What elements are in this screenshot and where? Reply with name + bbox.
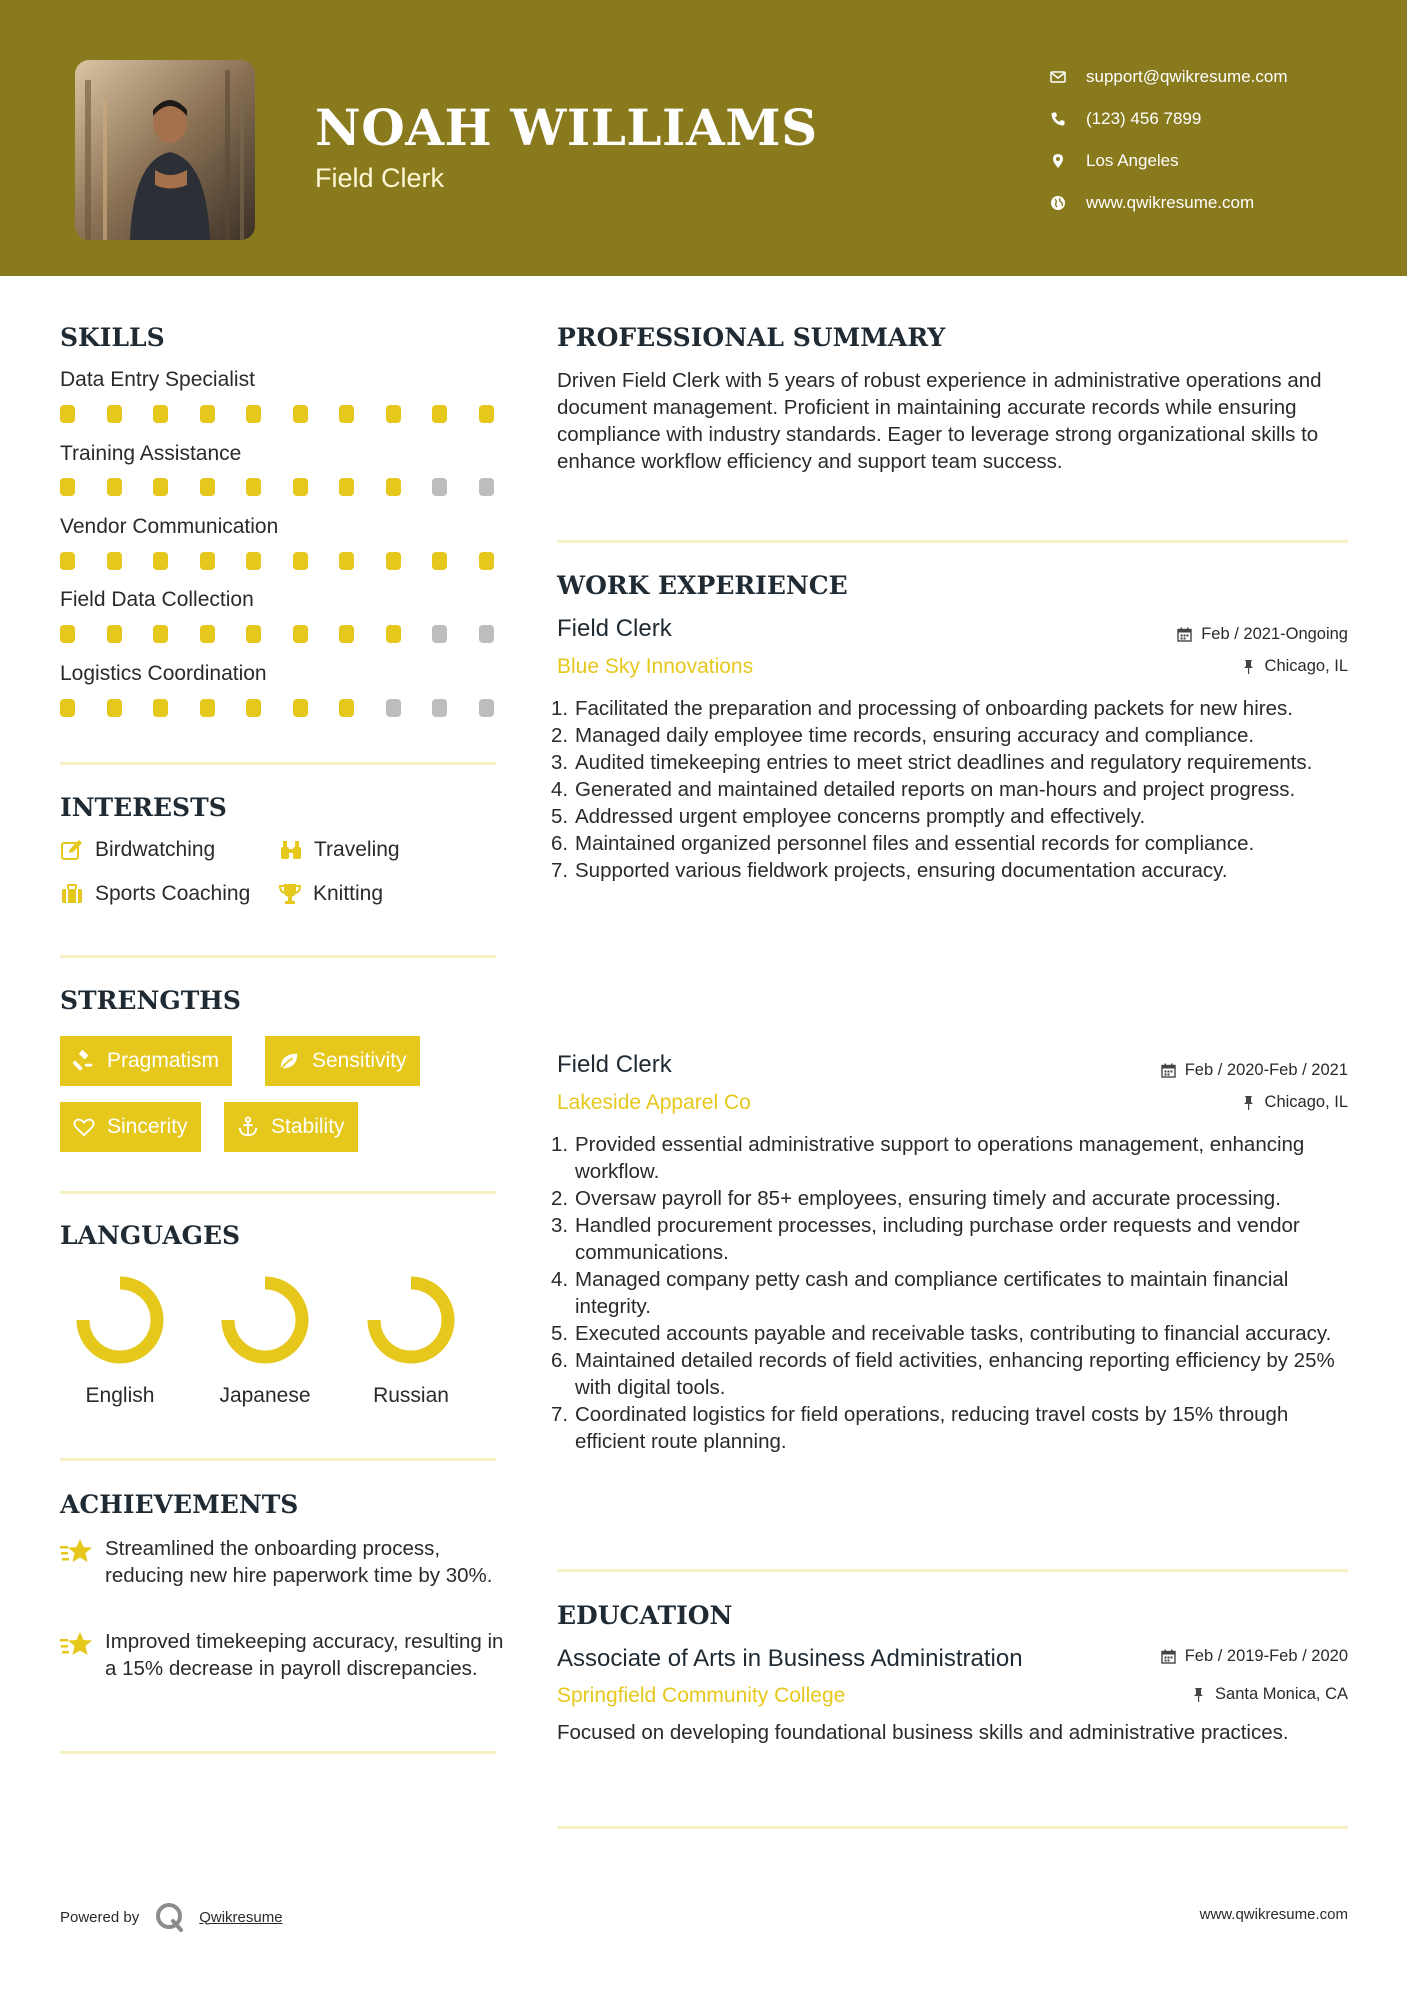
language-item	[55, 1270, 185, 1408]
strength-tag	[60, 1036, 232, 1086]
skill-dot-filled	[386, 552, 401, 570]
bullet-number: 1.	[551, 697, 569, 720]
job-location	[1241, 657, 1348, 676]
calendar-icon	[1161, 1063, 1176, 1078]
languages-heading: LANGUAGES	[60, 1221, 241, 1250]
bullet-number: 3.	[551, 751, 569, 774]
summary-text: Driven Field Clerk with 5 years of robust experience in administrative operations and document management. Proficient in maintaining accurate records while ensuring compliance with industry standards. Eager to leverage strong organizational skills to enhance workflow efficiency and support team success.	[557, 369, 1322, 473]
interest-item	[278, 882, 383, 906]
education-location	[1191, 1685, 1348, 1704]
language-label: English	[85, 1384, 155, 1407]
skill-dot-filled	[107, 699, 122, 717]
skill-name: Field Data Collection	[60, 588, 254, 611]
skill-dot-empty	[479, 699, 494, 717]
location-pin-icon	[1050, 153, 1066, 169]
interest-item	[60, 838, 215, 862]
bullet-text: Provided essential administrative support to operations management, enhancing workflow.	[575, 1133, 1305, 1183]
skill-dot-filled	[107, 625, 122, 643]
bullet-number: 5.	[551, 1322, 569, 1345]
strength-label: Sensitivity	[312, 1049, 407, 1072]
interest-label: Birdwatching	[95, 838, 216, 861]
degree-title: Associate of Arts in Business Administration	[557, 1645, 1023, 1672]
strength-label: Sincerity	[107, 1115, 188, 1138]
skill-dot-filled	[107, 405, 122, 423]
skill-dot-filled	[60, 405, 75, 423]
job-bullet	[551, 776, 1357, 803]
skill-dot-empty	[386, 699, 401, 717]
bullet-number: 6.	[551, 832, 569, 855]
contact-location	[1050, 140, 1288, 182]
skill-name: Data Entry Specialist	[60, 368, 255, 391]
skill-dot-filled	[432, 552, 447, 570]
strength-tag	[224, 1102, 358, 1152]
leaf-icon	[278, 1050, 300, 1072]
globe-icon	[1050, 195, 1066, 211]
achievement-text: Streamlined the onboarding process, reducing new hire paperwork time by 30%.	[105, 1537, 493, 1587]
bullet-text: Facilitated the preparation and processing of onboarding packets for new hires.	[575, 697, 1293, 720]
job-bullet	[551, 749, 1357, 776]
skill-dot-empty	[432, 625, 447, 643]
strengths-heading: STRENGTHS	[60, 986, 241, 1015]
skill-dot-filled	[293, 478, 308, 496]
section-divider	[60, 1751, 496, 1754]
candidate-title: Field Clerk	[315, 163, 445, 193]
job-dates	[1177, 625, 1348, 644]
skill-name: Logistics Coordination	[60, 662, 267, 685]
briefcase-icon	[60, 882, 84, 906]
skill-dot-filled	[339, 699, 354, 717]
school-name: Springfield Community College	[557, 1684, 846, 1707]
bullet-text: Generated and maintained detailed reports on man-hours and project progress.	[575, 778, 1296, 801]
skill-dot-filled	[246, 552, 261, 570]
bullet-text: Managed daily employee time records, ensuring accuracy and compliance.	[575, 724, 1255, 747]
pushpin-icon	[1241, 659, 1256, 674]
bullet-text: Supported various fieldwork projects, ensuring documentation accuracy.	[575, 859, 1228, 882]
interests-heading: INTERESTS	[60, 793, 227, 822]
bullet-number: 3.	[551, 1214, 569, 1237]
section-divider	[60, 1458, 496, 1461]
education-dates-text: Feb / 2019-Feb / 2020	[1184, 1647, 1348, 1665]
skill-dot-filled	[293, 405, 308, 423]
pushpin-icon	[1191, 1687, 1206, 1702]
company-name: Blue Sky Innovations	[557, 655, 754, 678]
job-bullet	[551, 1185, 1357, 1212]
skill-dot-filled	[153, 699, 168, 717]
skill-dot-filled	[60, 552, 75, 570]
footer-website[interactable]: www.qwikresume.com	[1199, 1906, 1348, 1923]
language-gauge	[215, 1270, 315, 1370]
language-item	[346, 1270, 476, 1408]
bullet-number: 7.	[551, 1403, 569, 1426]
bullet-text: Oversaw payroll for 85+ employees, ensuring timely and accurate processing.	[575, 1187, 1281, 1210]
skill-dot-filled	[60, 699, 75, 717]
language-label: Japanese	[219, 1384, 311, 1407]
skill-rating	[60, 699, 498, 717]
skill-dot-filled	[386, 625, 401, 643]
job-title: Field Clerk	[557, 615, 672, 642]
contact-website-text: www.qwikresume.com	[1086, 193, 1255, 212]
language-item	[200, 1270, 330, 1408]
bullet-number: 5.	[551, 805, 569, 828]
bullet-text: Coordinated logistics for field operations, reducing travel costs by 15% through efficient route planning.	[575, 1403, 1289, 1453]
section-divider	[557, 1826, 1348, 1829]
skill-name: Vendor Communication	[60, 515, 279, 538]
language-arc	[228, 1283, 302, 1357]
achievements-heading: ACHIEVEMENTS	[60, 1490, 299, 1519]
education-dates	[1161, 1647, 1348, 1666]
job-bullet	[551, 1212, 1357, 1266]
skill-dot-filled	[107, 478, 122, 496]
skill-dot-filled	[200, 699, 215, 717]
skill-dot-filled	[246, 478, 261, 496]
contact-list	[1050, 56, 1288, 224]
job-bullet	[551, 722, 1357, 749]
job-dates	[1161, 1061, 1348, 1080]
trophy-icon	[278, 882, 302, 906]
skill-dot-filled	[200, 552, 215, 570]
skill-dot-filled	[246, 405, 261, 423]
contact-email[interactable]	[1050, 56, 1288, 98]
star-icon	[60, 1630, 94, 1660]
skill-dot-empty	[479, 625, 494, 643]
bullet-text: Handled procurement processes, including purchase order requests and vendor communications.	[575, 1214, 1300, 1264]
skills-heading: SKILLS	[60, 323, 165, 352]
contact-location-text: Los Angeles	[1086, 151, 1179, 170]
job-bullets	[551, 1131, 1357, 1455]
job-location-text: Chicago, IL	[1264, 1093, 1348, 1111]
skill-dot-filled	[386, 478, 401, 496]
job-location	[1241, 1093, 1348, 1112]
education-location-text: Santa Monica, CA	[1215, 1685, 1348, 1703]
mail-icon	[1050, 69, 1066, 85]
pushpin-icon	[1241, 1095, 1256, 1110]
skill-name: Training Assistance	[60, 442, 242, 465]
interest-item	[60, 882, 250, 906]
bullet-text: Addressed urgent employee concerns promptly and effectively.	[575, 805, 1146, 828]
skill-dot-filled	[60, 478, 75, 496]
bullet-text: Maintained detailed records of field activities, enhancing reporting efficiency by 25% with digital tools.	[575, 1349, 1335, 1399]
powered-by-text: Powered by	[60, 1908, 140, 1926]
skill-dot-filled	[60, 625, 75, 643]
skill-dot-filled	[339, 552, 354, 570]
strength-tag	[60, 1102, 201, 1152]
skill-dot-filled	[107, 552, 122, 570]
phone-icon	[1050, 111, 1066, 127]
job-bullet	[551, 695, 1357, 722]
job-bullet	[551, 803, 1357, 830]
language-label: Russian	[373, 1384, 449, 1407]
strength-label: Stability	[271, 1115, 345, 1138]
job-bullet	[551, 830, 1357, 857]
anchor-icon	[237, 1116, 259, 1138]
skill-dot-filled	[153, 478, 168, 496]
gavel-icon	[73, 1050, 95, 1072]
bullet-number: 7.	[551, 859, 569, 882]
skill-dot-filled	[153, 625, 168, 643]
bullet-text: Audited timekeeping entries to meet strict deadlines and regulatory requirements.	[575, 751, 1313, 774]
job-bullet	[551, 1401, 1357, 1455]
candidate-name: NOAH WILLIAMS	[315, 98, 818, 157]
star-icon	[60, 1537, 94, 1567]
pencil-square-icon	[60, 838, 84, 862]
skill-dot-filled	[479, 552, 494, 570]
interest-label: Sports Coaching	[95, 882, 251, 905]
bullet-number: 2.	[551, 1187, 569, 1210]
footer-powered-by	[60, 1900, 283, 1934]
job-bullets	[551, 695, 1357, 884]
skill-dot-filled	[339, 405, 354, 423]
interest-label: Traveling	[314, 838, 400, 861]
skill-dot-filled	[479, 405, 494, 423]
skill-dot-filled	[293, 625, 308, 643]
bullet-number: 6.	[551, 1349, 569, 1372]
qwikresume-logo-icon	[153, 1900, 187, 1934]
bullet-number: 4.	[551, 1268, 569, 1291]
skill-dot-empty	[479, 478, 494, 496]
calendar-icon	[1177, 627, 1192, 642]
heart-icon	[73, 1116, 95, 1138]
section-divider	[60, 955, 496, 958]
bullet-text: Executed accounts payable and receivable tasks, contributing to financial accuracy.	[575, 1322, 1332, 1345]
job-bullet	[551, 1131, 1357, 1185]
skill-dot-filled	[386, 405, 401, 423]
job-bullet	[551, 857, 1357, 884]
contact-website[interactable]	[1050, 182, 1288, 224]
resume-header	[0, 0, 1407, 276]
skill-rating	[60, 478, 498, 496]
strength-tag	[265, 1036, 420, 1086]
achievement-text: Improved timekeeping accuracy, resulting in a 15% decrease in payroll discrepancies.	[105, 1630, 504, 1680]
language-arc	[83, 1283, 157, 1357]
skill-dot-filled	[293, 552, 308, 570]
language-arc	[374, 1283, 448, 1357]
education-heading: EDUCATION	[557, 1601, 733, 1630]
skill-dot-filled	[339, 478, 354, 496]
calendar-icon	[1161, 1649, 1176, 1664]
skill-rating	[60, 552, 498, 570]
section-divider	[557, 540, 1348, 543]
bullet-text: Maintained organized personnel files and essential records for compliance.	[575, 832, 1255, 855]
skill-rating	[60, 405, 498, 423]
section-divider	[60, 762, 496, 765]
skill-dot-filled	[200, 625, 215, 643]
interest-item	[279, 838, 400, 862]
profile-photo	[75, 60, 255, 240]
skill-dot-filled	[200, 405, 215, 423]
section-divider	[60, 1191, 496, 1194]
skill-dot-filled	[200, 478, 215, 496]
brand-link[interactable]: Qwikresume	[199, 1908, 283, 1926]
section-divider	[557, 1569, 1348, 1572]
skill-dot-filled	[246, 625, 261, 643]
skill-rating	[60, 625, 498, 643]
job-bullet	[551, 1347, 1357, 1401]
contact-phone[interactable]	[1050, 98, 1288, 140]
skill-dot-filled	[432, 405, 447, 423]
bullet-number: 1.	[551, 1133, 569, 1156]
skill-dot-filled	[153, 405, 168, 423]
bullet-text: Managed company petty cash and compliance certificates to maintain financial integrity.	[575, 1268, 1289, 1318]
skill-dot-empty	[432, 699, 447, 717]
summary-heading: PROFESSIONAL SUMMARY	[557, 323, 946, 352]
skill-dot-filled	[246, 699, 261, 717]
contact-email-text: support@qwikresume.com	[1086, 67, 1288, 86]
company-name: Lakeside Apparel Co	[557, 1091, 751, 1114]
job-bullet	[551, 1266, 1357, 1320]
job-dates-text: Feb / 2020-Feb / 2021	[1184, 1061, 1348, 1079]
job-bullet	[551, 1320, 1357, 1347]
skill-dot-filled	[153, 552, 168, 570]
language-gauge	[361, 1270, 461, 1370]
skill-dot-filled	[293, 699, 308, 717]
language-gauge	[70, 1270, 170, 1370]
interest-label: Knitting	[313, 882, 384, 905]
bullet-number: 4.	[551, 778, 569, 801]
job-dates-text: Feb / 2021-Ongoing	[1201, 625, 1348, 643]
contact-phone-text: (123) 456 7899	[1086, 109, 1202, 128]
education-description: Focused on developing foundational business skills and administrative practices.	[557, 1721, 1289, 1744]
job-location-text: Chicago, IL	[1264, 657, 1348, 675]
skill-dot-empty	[432, 478, 447, 496]
job-title: Field Clerk	[557, 1051, 672, 1078]
bullet-number: 2.	[551, 724, 569, 747]
experience-heading: WORK EXPERIENCE	[557, 571, 848, 600]
skill-dot-filled	[339, 625, 354, 643]
binoculars-icon	[279, 838, 303, 862]
strength-label: Pragmatism	[107, 1049, 220, 1072]
